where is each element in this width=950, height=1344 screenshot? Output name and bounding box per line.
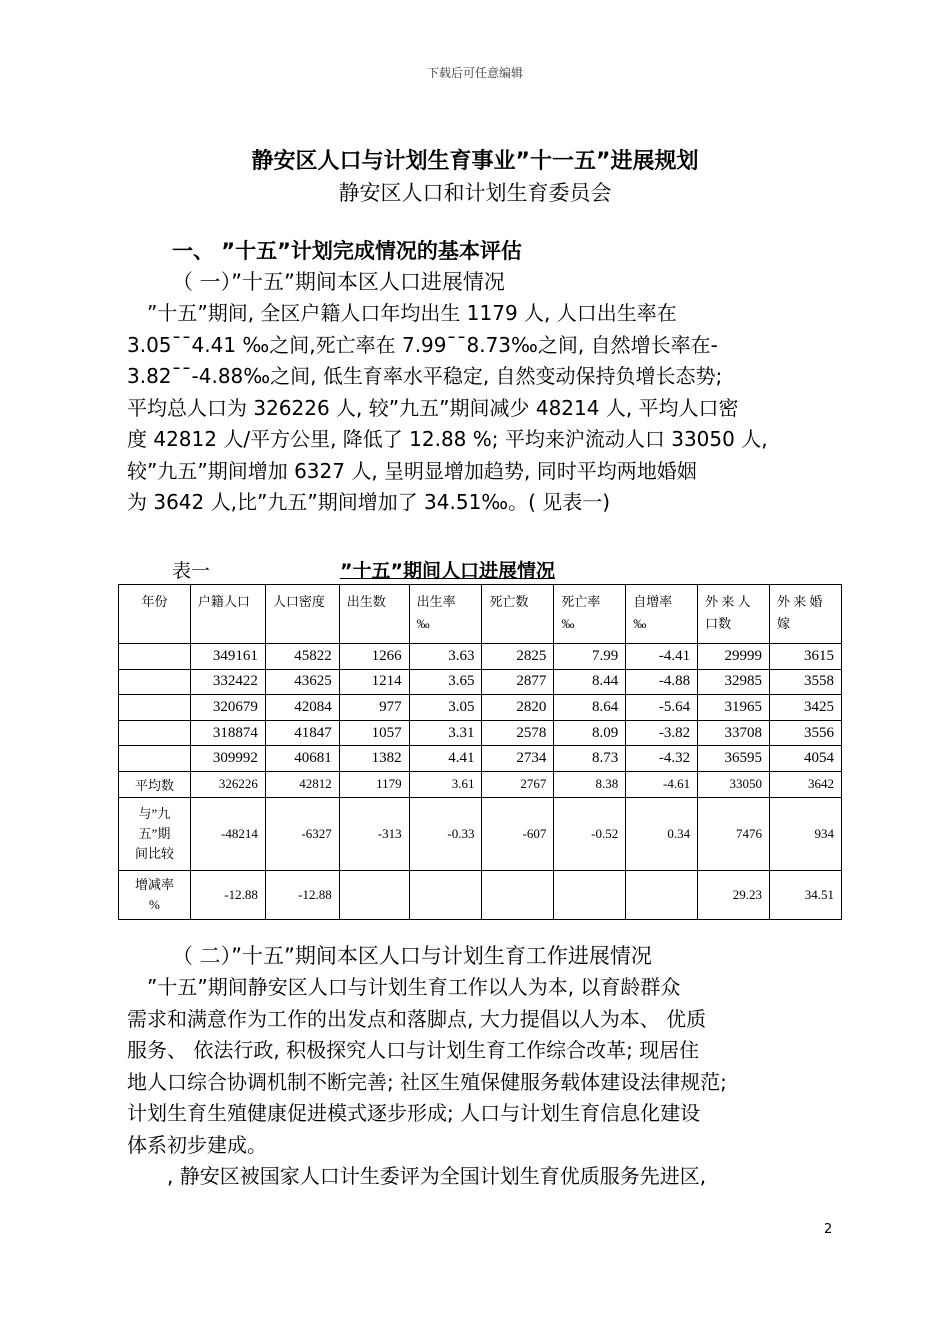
table-rate-row	[119, 870, 842, 919]
table-cell: 2767	[482, 771, 554, 797]
table-cell: 33050	[698, 771, 770, 797]
page-number: 2	[824, 1222, 833, 1237]
header-label: 死亡率	[561, 594, 601, 609]
header-note: 下载后可任意编辑	[426, 66, 523, 80]
table-cell: -12.88	[265, 870, 339, 919]
row-label	[119, 669, 191, 695]
header-cell	[770, 585, 842, 644]
table-cell: 45822	[265, 644, 339, 670]
paragraph-line: ”十五”期间, 全区户籍人口年均出生 1179 人, 人口出生率在	[127, 301, 677, 325]
table-cell: 2578	[482, 720, 554, 746]
paragraph-line: 3.82¯¯-4.88‰之间, 低生育率水平稳定, 自然变动保持负增长态势;	[127, 364, 723, 388]
table-caption: 表一	[172, 560, 211, 582]
table-cell: 31965	[698, 695, 770, 721]
table-cell: -4.88	[626, 669, 698, 695]
table-cell: -5.64	[626, 695, 698, 721]
document-title: 静安区人口与计划生育事业”十一五”进展规划	[251, 149, 699, 174]
table-cell: 7476	[698, 797, 770, 870]
header-cell	[698, 585, 770, 644]
table-cell: 3425	[770, 695, 842, 721]
header-label: 死亡数	[489, 594, 529, 609]
table-cell: 318874	[190, 720, 265, 746]
header-cell	[626, 585, 698, 644]
table-cell: 3.31	[409, 720, 482, 746]
table-cell: 1214	[339, 669, 409, 695]
table-cell: 977	[339, 695, 409, 721]
paragraph-line: 平均总人口为 326226 人, 较”九五”期间减少 48214 人, 平均人口密	[127, 395, 739, 420]
header-label: 出生数	[346, 594, 386, 609]
subsection-1-heading: （ 一）”十五”期间本区人口进展情况	[172, 270, 505, 294]
table-cell: 1057	[339, 720, 409, 746]
table-cell: 3.61	[409, 771, 482, 797]
row-label: 平均数	[119, 771, 191, 797]
table-cell: 3615	[770, 644, 842, 670]
table-cell: 934	[770, 797, 842, 870]
table-cell: -6327	[265, 797, 339, 870]
row-label	[119, 746, 191, 772]
population-table	[118, 584, 842, 920]
table-cell: 42084	[265, 695, 339, 721]
table-cell: 309992	[190, 746, 265, 772]
table-cell: 33708	[698, 720, 770, 746]
table-row	[119, 644, 842, 670]
table-cell: 7.99	[554, 644, 626, 670]
header-unit: 嫁	[777, 616, 791, 631]
paragraph-line: 体系初步建成。	[127, 1132, 267, 1157]
table-cell: 2734	[482, 746, 554, 772]
table-cell: 3.05	[409, 695, 482, 721]
section-1-heading: 一、 ”十五”计划完成情况的基本评估	[172, 239, 522, 263]
table-cell: -0.52	[554, 797, 626, 870]
table-cell: 42812	[265, 771, 339, 797]
table-cell: 3.65	[409, 669, 482, 695]
table-cell: 41847	[265, 720, 339, 746]
header-cell	[409, 585, 482, 644]
header-cell	[119, 585, 191, 644]
header-label: 年份	[141, 594, 168, 609]
table-cell	[339, 870, 409, 919]
header-label: 出生率	[416, 594, 456, 609]
table-row	[119, 720, 842, 746]
table-compare-row	[119, 797, 842, 870]
table-cell	[626, 870, 698, 919]
header-label: 自增率	[633, 594, 673, 609]
table-cell: 320679	[190, 695, 265, 721]
header-cell	[190, 585, 265, 644]
row-label-line: 增减率	[134, 876, 174, 892]
table-cell: 29999	[698, 644, 770, 670]
header-label: 人口密度	[272, 594, 325, 609]
table-row	[119, 695, 842, 721]
table-cell: 8.44	[554, 669, 626, 695]
paragraph-line: 服务、 依法行政, 积极探究人口与计划生育工作综合改革; 现居住	[127, 1038, 700, 1062]
table-cell: 29.23	[698, 870, 770, 919]
table-cell	[409, 870, 482, 919]
table-cell: -4.41	[626, 644, 698, 670]
row-label-line: 与”九	[138, 805, 171, 821]
header-label: 外 来 人	[705, 594, 751, 609]
table-row	[119, 669, 842, 695]
table-cell: 1266	[339, 644, 409, 670]
table-average-row	[119, 771, 842, 797]
table-cell: 349161	[190, 644, 265, 670]
table-cell: 32985	[698, 669, 770, 695]
paragraph-line: , 静安区被国家人口计生委评为全国计划生育优质服务先进区,	[127, 1164, 707, 1188]
table-cell: 4054	[770, 746, 842, 772]
table-cell: 4.41	[409, 746, 482, 772]
row-label	[119, 870, 191, 919]
paragraph-line: 为 3642 人,比”九五”期间增加了 34.51‰。( 见表一)	[127, 490, 611, 514]
table-cell: -0.33	[409, 797, 482, 870]
table-cell: 8.73	[554, 746, 626, 772]
table-cell: -4.61	[626, 771, 698, 797]
row-label-line: 间比较	[134, 845, 174, 861]
table-cell: 34.51	[770, 870, 842, 919]
table-row	[119, 746, 842, 772]
table-cell: 2877	[482, 669, 554, 695]
table-cell: 326226	[190, 771, 265, 797]
table-cell: 8.38	[554, 771, 626, 797]
header-unit: ‰	[561, 616, 575, 631]
header-cell	[265, 585, 339, 644]
table-cell: -12.88	[190, 870, 265, 919]
table-cell: 2820	[482, 695, 554, 721]
paragraph-line: ”十五”期间静安区人口与计划生育工作以人为本, 以育龄群众	[127, 975, 681, 999]
header-unit: ‰	[416, 616, 430, 631]
table-cell: 36595	[698, 746, 770, 772]
table-cell: 8.09	[554, 720, 626, 746]
header-unit: 口数	[705, 616, 732, 631]
document-subtitle: 静安区人口和计划生育委员会	[338, 181, 612, 205]
table-cell	[554, 870, 626, 919]
paragraph-line: 3.05¯¯4.41 ‰之间,死亡率在 7.99¯¯8.73‰之间, 自然增长率在-	[127, 332, 718, 357]
table-cell: 43625	[265, 669, 339, 695]
table-cell: 332422	[190, 669, 265, 695]
paragraph-work	[127, 972, 842, 1193]
row-label-line: %	[149, 896, 160, 912]
table-cell: 3642	[770, 771, 842, 797]
row-label	[119, 644, 191, 670]
paragraph-line: 计划生育生殖健康促进模式逐步形成; 人口与计划生育信息化建设	[127, 1101, 701, 1125]
paragraph-line: 地人口综合协调机制不断完善; 社区生殖保健服务载体建设法律规范;	[127, 1069, 727, 1094]
header-cell	[554, 585, 626, 644]
header-cell	[482, 585, 554, 644]
table-cell: 3.63	[409, 644, 482, 670]
header-label: 外 来 婚	[777, 594, 823, 609]
table-cell: 1382	[339, 746, 409, 772]
table-cell: -4.32	[626, 746, 698, 772]
table-cell: -48214	[190, 797, 265, 870]
table-cell: 8.64	[554, 695, 626, 721]
table-cell: 1179	[339, 771, 409, 797]
table-cell: 40681	[265, 746, 339, 772]
table-cell: 3558	[770, 669, 842, 695]
table-cell: 3556	[770, 720, 842, 746]
paragraph-line: 需求和满意作为工作的出发点和落脚点, 大力提倡以人为本、 优质	[127, 1006, 707, 1031]
row-label-line: 五”期	[138, 825, 171, 841]
table-cell: -313	[339, 797, 409, 870]
header-label: 户籍人口	[197, 594, 250, 609]
row-label	[119, 797, 191, 870]
paragraph-population	[127, 298, 842, 519]
table-cell: -607	[482, 797, 554, 870]
row-label	[119, 695, 191, 721]
header-cell	[339, 585, 409, 644]
table-cell: 0.34	[626, 797, 698, 870]
header-unit: ‰	[633, 616, 647, 631]
table-cell: -3.82	[626, 720, 698, 746]
paragraph-line: 度 42812 人/平方公里, 降低了 12.88 %; 平均来沪流动人口 33050 人,	[127, 427, 768, 451]
subsection-2-heading: （ 二）”十五”期间本区人口与计划生育工作进展情况	[172, 944, 652, 968]
table-header-row	[119, 585, 842, 644]
table-title: ”十五”期间人口进展情况	[340, 560, 555, 582]
table-cell	[482, 870, 554, 919]
table-cell: 2825	[482, 644, 554, 670]
paragraph-line: 较”九五”期间增加 6327 人, 呈明显增加趋势, 同时平均两地婚姻	[127, 458, 697, 483]
row-label	[119, 720, 191, 746]
